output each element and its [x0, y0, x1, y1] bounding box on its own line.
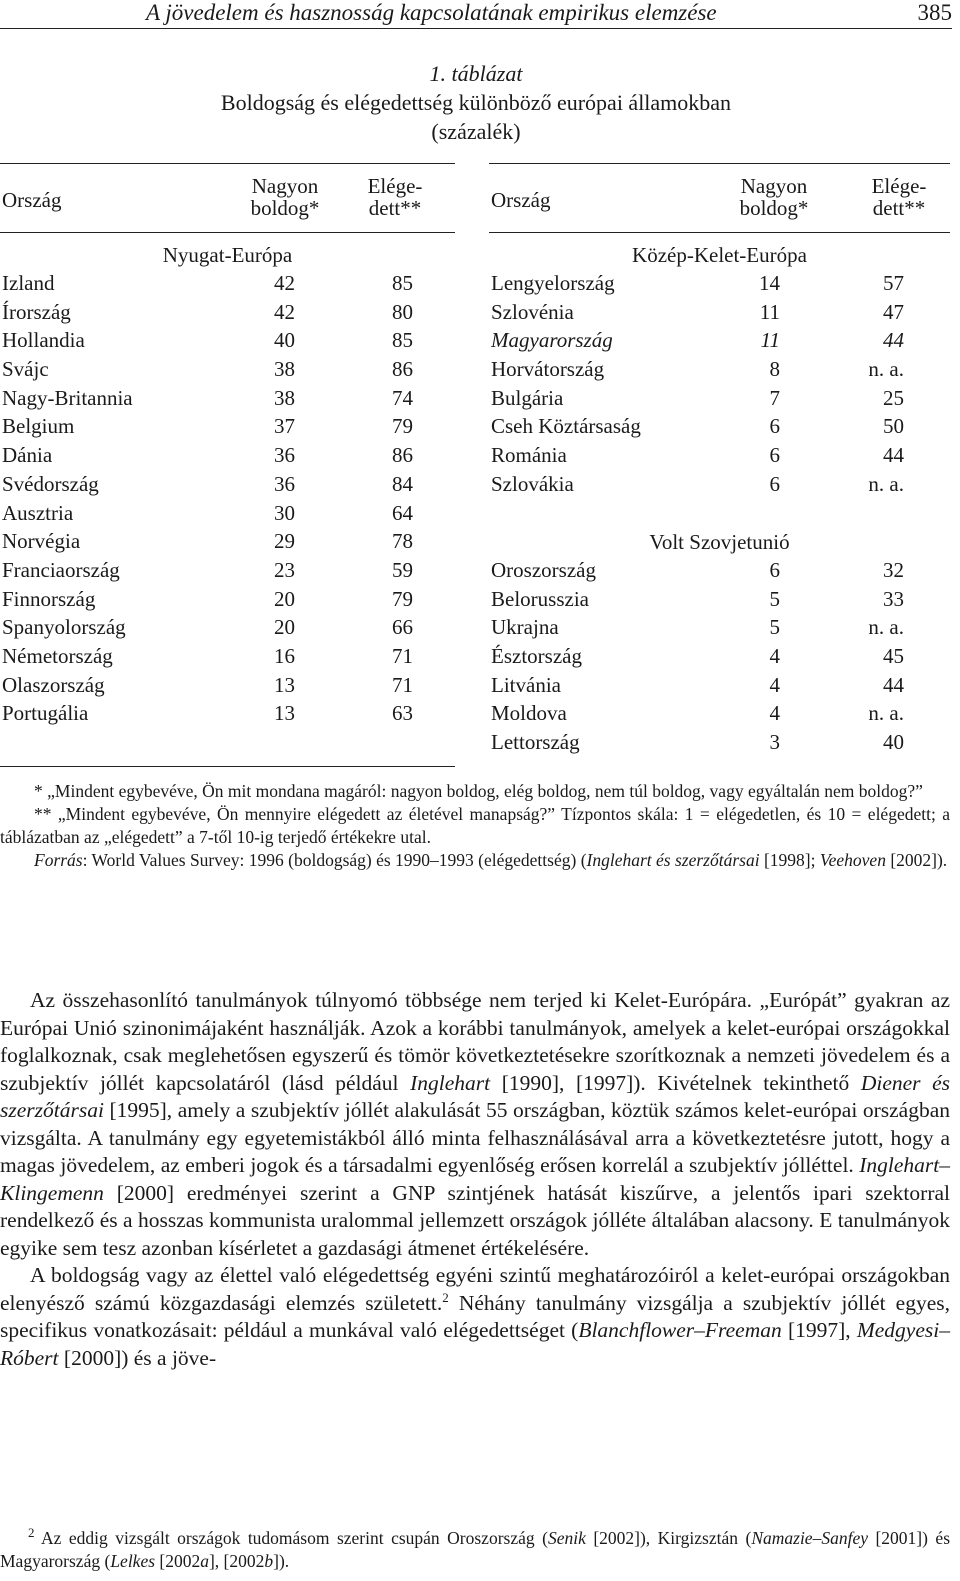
very-happy-value: 38 — [274, 357, 295, 382]
country-name: Ukrajna — [491, 615, 559, 640]
text-run: [1990], [1997]). Kivételnek tekinthető — [490, 1070, 861, 1095]
satisfied-value: n. a. — [868, 701, 904, 726]
country-name: Oroszország — [491, 558, 596, 582]
very-happy-value: 5 — [769, 615, 780, 640]
country-name: Portugália — [2, 701, 89, 726]
satisfied-value: 71 — [392, 672, 413, 697]
country-name: Szlovénia — [491, 299, 574, 324]
citation-author: Namazie–Sanfey — [751, 1528, 868, 1548]
paragraph-1 — [0, 987, 950, 1262]
very-happy-value: 36 — [274, 471, 295, 496]
country-name: Spanyolország — [2, 615, 126, 640]
text-run: [2002]), Kirgizsztán ( — [585, 1528, 752, 1548]
table-row — [0, 326, 455, 355]
very-happy-value: 36 — [274, 443, 295, 468]
satisfied-value: 59 — [392, 557, 413, 582]
country-name: Írország — [2, 299, 71, 324]
very-happy-value: 42 — [274, 271, 295, 295]
satisfied-value: 44 — [883, 328, 904, 353]
table-bottom-rule — [0, 766, 455, 767]
table-row-highlighted — [489, 326, 950, 355]
very-happy-value: 4 — [769, 644, 780, 669]
header-very-happy-line1: Nagyon — [251, 174, 319, 198]
header-satisfied-line2: dett** — [368, 196, 422, 220]
body-text — [0, 987, 950, 1372]
satisfied-value: 71 — [392, 643, 413, 668]
satisfied-value: 64 — [392, 500, 413, 525]
satisfied-value: n. a. — [868, 357, 904, 382]
text-run: [2002 — [155, 1551, 201, 1571]
header-very-happy — [719, 175, 829, 219]
header-country: Ország — [491, 188, 551, 212]
table-number: 1. táblázat — [429, 61, 523, 86]
table-row — [489, 556, 950, 585]
country-name: Franciaország — [2, 557, 120, 582]
paragraph-2 — [0, 1262, 950, 1372]
table-row — [0, 499, 455, 528]
source-text-a: : World Values Survey: 1996 (boldogság) és 1990–1993 (elégedettség) ( — [82, 850, 587, 870]
satisfied-value: 80 — [392, 299, 413, 324]
table-row — [0, 470, 455, 499]
satisfied-value: 85 — [392, 271, 413, 295]
very-happy-value: 8 — [769, 357, 780, 382]
very-happy-value: 11 — [760, 328, 780, 353]
country-name: Belorusszia — [491, 586, 589, 611]
citation-suffix: b — [264, 1551, 274, 1571]
table-header-rule — [489, 232, 950, 233]
table-title: Boldogság és elégedettség különböző európai államokban — [220, 90, 732, 115]
satisfied-value: 25 — [883, 385, 904, 410]
table-header — [489, 163, 950, 231]
citation-author: Lelkes — [110, 1551, 156, 1571]
header-satisfied-line2: dett** — [872, 196, 926, 220]
very-happy-value: 13 — [274, 672, 295, 697]
country-name: Nagy-Britannia — [2, 385, 133, 410]
country-name: Finnország — [2, 586, 96, 611]
text-run: ]). — [273, 1551, 290, 1571]
group-title-west: Nyugat-Európa — [162, 243, 293, 267]
footnote-ref[interactable]: 2 — [442, 1289, 449, 1305]
source-label: Forrás — [34, 850, 83, 870]
note-satisfied: ** „Mindent egybevéve, Ön mennyire elégedett az életével manapság?” Tízpontos skála: 1 = elégedetlen, és 10 = elégedett; a táblázatban az „elégedett” a 7-től 10-ig terjedő értékekre utal. — [0, 804, 950, 847]
very-happy-value: 11 — [759, 299, 780, 324]
text-run: A boldogság vagy az élettel való elégedettség egyéni szintű meghatározóiról a kelet-európai országokban elenyésző számú közgazdasági elemzés született. — [0, 1263, 950, 1315]
table-row — [489, 441, 950, 470]
page-number: 385 — [917, 0, 952, 25]
country-name: Svédország — [2, 471, 99, 496]
satisfied-value: 33 — [883, 586, 904, 611]
table-row — [0, 412, 455, 441]
header-very-happy — [230, 175, 340, 219]
header-very-happy-line1: Nagyon — [740, 174, 808, 198]
table-row — [489, 384, 950, 413]
text-run: [1995], amely a szubjektív jóllét alakulását 55 országban, köztük számos kelet-európai országban vizsgálta. A tanulmány egy egyetemistákból álló minta felhasználásával arra a következtetésre jutott, hogy a magas jövedelem, az emberi jogok és a társadalmi egyenlőség erősen korrelál a szubjektív jólléttel. — [0, 1098, 950, 1177]
header-very-happy-line2: boldog* — [739, 196, 809, 220]
very-happy-value: 13 — [274, 701, 295, 726]
satisfied-value: 86 — [392, 357, 413, 382]
country-name: Moldova — [491, 701, 567, 726]
country-name: Lettország — [491, 730, 580, 755]
country-name: Lengyelország — [491, 271, 615, 295]
table-row — [0, 269, 455, 298]
country-name: Litvánia — [491, 672, 561, 697]
note-source — [0, 849, 950, 872]
table-row — [0, 585, 455, 614]
table-row — [0, 556, 455, 585]
table-row — [489, 269, 950, 298]
table-row — [489, 470, 950, 499]
text-run: Néhány tanulmány vizsgálja a szubjektív jóllét egyes, specifikus vonatkozásait: például a munkával való elégedettséget ( — [0, 1290, 950, 1342]
footnote — [0, 1527, 950, 1573]
satisfied-value: 57 — [883, 271, 904, 295]
table-row — [489, 298, 950, 327]
table-row — [0, 441, 455, 470]
header-satisfied — [345, 175, 445, 219]
rows-former-ussr — [489, 556, 950, 757]
table-row — [489, 613, 950, 642]
header-satisfied-line1: Elége- — [367, 174, 423, 198]
text-run: Az eddig vizsgált országok tudomásom szerint csupán Oroszország ( — [34, 1528, 548, 1548]
very-happy-value: 29 — [274, 529, 295, 554]
group-title-central-east: Közép-Kelet-Európa — [632, 243, 807, 267]
country-name: Norvégia — [2, 529, 81, 554]
table-row — [0, 298, 455, 327]
citation-author: Diener és szerzőtársai — [0, 1070, 950, 1122]
satisfied-value: 79 — [392, 586, 413, 611]
satisfied-value: n. a. — [868, 471, 904, 496]
satisfied-value: 85 — [392, 328, 413, 353]
very-happy-value: 38 — [274, 385, 295, 410]
source-author: Inglehart és szerzőtársai — [586, 850, 760, 870]
source-text-c: [2002]). — [885, 850, 948, 870]
country-name: Belgium — [2, 414, 75, 439]
text-run: [2001]) és Magyarország ( — [0, 1528, 951, 1571]
satisfied-value: 79 — [392, 414, 413, 439]
running-head-title: A jövedelem és hasznosság kapcsolatának empirikus elemzése — [146, 0, 717, 25]
country-name: Horvátország — [491, 357, 605, 382]
footnote-2 — [0, 1527, 950, 1573]
very-happy-value: 6 — [769, 414, 780, 439]
table-row — [489, 671, 950, 700]
satisfied-value: 78 — [392, 529, 413, 554]
very-happy-value: 40 — [274, 328, 295, 353]
very-happy-value: 5 — [769, 586, 780, 611]
header-satisfied — [849, 175, 949, 219]
table-header-rule — [0, 232, 455, 233]
table-row — [489, 642, 950, 671]
group-title-former-ussr: Volt Szovjetunió — [649, 530, 790, 554]
table-row — [0, 613, 455, 642]
satisfied-value: 45 — [883, 644, 904, 669]
table-row — [489, 728, 950, 757]
satisfied-value: n. a. — [868, 615, 904, 640]
header-satisfied-line1: Elége- — [871, 174, 927, 198]
very-happy-value: 14 — [759, 271, 780, 295]
country-name: Hollandia — [2, 328, 85, 353]
text-run: [2000]) és a jöve- — [58, 1345, 217, 1370]
satisfied-value: 44 — [883, 672, 904, 697]
satisfied-value: 32 — [883, 558, 904, 582]
rows-central-east — [489, 269, 950, 499]
satisfied-value: 86 — [392, 443, 413, 468]
text-run: ], [2002 — [208, 1551, 265, 1571]
satisfied-value: 40 — [883, 730, 904, 755]
table-row — [0, 671, 455, 700]
very-happy-value: 6 — [769, 471, 780, 496]
very-happy-value: 30 — [274, 500, 295, 525]
very-happy-value: 20 — [274, 615, 295, 640]
note-very-happy: * „Mindent egybevéve, Ön mit mondana magáról: nagyon boldog, elég boldog, nem túl boldog, vagy egyáltalán nem boldog?” — [34, 781, 923, 801]
very-happy-value: 4 — [769, 701, 780, 726]
very-happy-value: 6 — [769, 558, 780, 582]
country-name: Németország — [2, 643, 113, 668]
satisfied-value: 84 — [392, 471, 413, 496]
satisfied-value: 74 — [392, 385, 413, 410]
table-row — [489, 355, 950, 384]
citation-suffix: a — [200, 1551, 209, 1571]
country-name: Magyarország — [491, 328, 613, 353]
very-happy-value: 3 — [769, 730, 780, 755]
header-country: Ország — [2, 188, 62, 212]
table-row — [0, 384, 455, 413]
citation-author: Senik — [547, 1528, 586, 1548]
source-text-b: [1998]; — [759, 850, 820, 870]
very-happy-value: 23 — [274, 557, 295, 582]
satisfied-value: 63 — [392, 701, 413, 726]
table-row — [0, 355, 455, 384]
table-right — [489, 163, 950, 768]
table-row — [0, 642, 455, 671]
very-happy-value: 4 — [769, 672, 780, 697]
country-name: Bulgária — [491, 385, 564, 410]
citation-author: Inglehart–Klingemenn — [0, 1153, 950, 1205]
country-name: Dánia — [2, 443, 53, 468]
table-left — [0, 163, 455, 768]
very-happy-value: 42 — [274, 299, 295, 324]
very-happy-value: 7 — [769, 385, 780, 410]
country-name: Ausztria — [2, 500, 74, 525]
very-happy-value: 16 — [274, 643, 295, 668]
table-notes — [0, 780, 950, 872]
satisfied-value: 66 — [392, 615, 413, 640]
text-run: Az összehasonlító tanulmányok túlnyomó többsége nem terjed ki Kelet-Európára. „Európát” gyakran az Európai Unió szinonimájaként használják. Azok a korábbi tanulmányok, amelyek a kelet-európai országokkal foglalkoznak, csak meglehetősen egyszerű és tömör következtetésekre szorítkoznak a nemzeti jövedelem és a szubjektív jóllét kapcsolatáról (lásd például — [0, 988, 950, 1095]
country-name: Svájc — [2, 357, 49, 382]
rows-west — [0, 269, 455, 728]
very-happy-value: 20 — [274, 586, 295, 611]
very-happy-value: 37 — [274, 414, 295, 439]
table-row — [0, 527, 455, 556]
satisfied-value: 47 — [883, 299, 904, 324]
citation-author: Blanchflower–Freeman — [578, 1318, 782, 1342]
country-name: Izland — [2, 271, 55, 295]
text-run: [2000] eredményei szerint a GNP szintjének hatását kiszűrve, a jelentős ipari szektorral rendelkező és a hosszas kommunista uralommal jellemzett országok jólléte általában alacsony. E tanulmányok egyike sem tesz azonban kísérletet a gazdasági átmenet értékelésére. — [0, 1180, 950, 1260]
running-head — [0, 0, 952, 29]
header-very-happy-line2: boldog* — [250, 196, 320, 220]
citation-author: Inglehart — [410, 1070, 491, 1095]
footnote-mark: 2 — [28, 1525, 35, 1541]
country-name: Cseh Köztársaság — [491, 414, 641, 439]
table-row — [489, 585, 950, 614]
table-row — [0, 699, 455, 728]
satisfied-value: 50 — [883, 414, 904, 439]
text-run: [1997], — [781, 1318, 857, 1342]
country-name: Szlovákia — [491, 471, 574, 496]
table-row — [489, 412, 950, 441]
table-row — [489, 699, 950, 728]
country-name: Románia — [491, 443, 567, 468]
table-unit: (százalék) — [431, 119, 521, 144]
very-happy-value: 6 — [769, 443, 780, 468]
country-name: Észtország — [491, 644, 582, 669]
table-header — [0, 163, 455, 231]
citation-author: Medgyesi–Róbert — [0, 1318, 950, 1370]
country-name: Olaszország — [2, 672, 105, 697]
source-author: Veehoven — [819, 850, 886, 870]
satisfied-value: 44 — [883, 443, 904, 468]
